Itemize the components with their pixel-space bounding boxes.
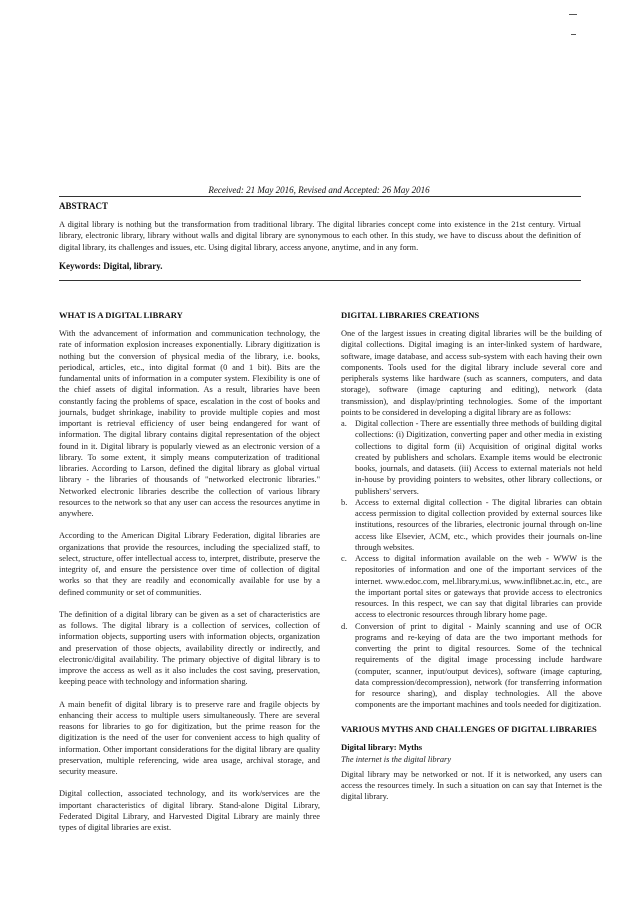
- abstract-body: A digital library is nothing but the transformation from traditional library. The digital libraries concept come into existence in the 21st century. Virtual library, electronic library, library without walls and digital library are synonymous to each other. In this study, we have to discuss about the definition of digital library, its challenges and issues, etc. Using digital library, access anyone, anytime, and in any form.: [59, 220, 581, 252]
- list-item: [341, 497, 602, 553]
- requirements-list: [341, 418, 602, 711]
- received-date: Received: 21 May 2016, Revised and Accepted: 26 May 2016: [208, 185, 430, 195]
- right-column: [341, 310, 602, 813]
- list-item-text: Access to external digital collection - The digital libraries can obtain access permission to digital collection provided by external sources like institutions, resources of the libraries, electronic journal through on-line access like Elsevier, ACM, etc., which provides their journals on-line through websites.: [355, 497, 602, 552]
- list-marker: d.: [341, 621, 348, 631]
- left-column: [59, 310, 320, 844]
- list-item: [341, 418, 602, 497]
- list-item-text: Conversion of print to digital - Mainly scanning and use of OCR programs and re-keying of data are the two important methods for converting the print to digital resources. Some of the technical requirements of the digital image processing include hardware (computer, scanner, input/output devices), software (image capturing, data compression/decompression), network (for transferring information for resource sharing), and display technologies. All the above components are the important machines and tools needed for digitization.: [355, 621, 602, 710]
- list-item: [341, 621, 602, 711]
- subsection-title: The internet is the digital library: [341, 754, 452, 764]
- list-marker: b.: [341, 497, 348, 507]
- list-item-text: Digital collection - There are essentially three methods of building digital collections: (i) Digitization, converting paper and other media in existing collections to digital form (ii) Acquisition of original digital works created by publishers and scholars. Example items would be electronic books, journals, and datasets. (iii) Access to external materials not held in-house by providing pointers to websites, other library collections, or publishers' servers.: [355, 419, 602, 496]
- list-marker: a.: [341, 419, 347, 428]
- paragraph: A main benefit of digital library is to preserve rare and fragile objects by enhancing their access to multiple users simultaneously. There are several reasons for libraries to go for digitization, but the prime reason for the digitization is the need of the user for convenient access to high quality of information. Other important considerations for the digital library are quality preservation, multiple referencing, wide area usage, archival storage, and security measure.: [59, 699, 320, 776]
- paragraph: The definition of a digital library can be given as a set of characteristics are as follows. The digital library is a collection of services, collection of information objects, supporting users with information objects, organization and preservation of those objects, availability directly or indirectly, and electronic/digital availability. The primary objective of digital library is to improve the access as well as it also includes the cost saving, preservation, keeping peace with technology and information sharing.: [59, 609, 320, 687]
- paragraph: According to the American Digital Library Federation, digital libraries are organizations that provide the resources, including the specialized staff, to select, structure, offer intellectual access to, interpret, distribute, preserve the integrity of, and ensure the persistence over time of collection of digital works so that they are readily and economically available for use by a defined community or set of communities.: [59, 531, 320, 597]
- paragraph: Digital collection, associated technology, and its work/services are the important characteristics of digital library. Stand-alone Digital Library, Federated Digital Library, and Harvested Digital Library are mainly three types of digital libraries are exist.: [59, 789, 320, 832]
- paragraph: Digital library may be networked or not. If it is networked, any users can access the resources timely. In such a situation on can say that Internet is the digital library.: [341, 769, 602, 801]
- corner-mark: [569, 14, 577, 15]
- divider: [59, 196, 581, 197]
- keywords: Keywords: Digital, library.: [59, 261, 163, 271]
- list-marker: c.: [341, 554, 347, 563]
- corner-mark: [571, 34, 576, 35]
- list-item: [341, 553, 602, 621]
- subsection-heading: Digital library: Myths: [341, 741, 423, 752]
- paragraph: With the advancement of information and communication technology, the rate of information explosion increases exponentially. Library digitization is nothing but the conversion of physical media of the library, i.e. books, periodical, articles, etc., into digital format (0 and 1 bit). Bits are the fundamental units of information in a computer system. Flexibility is one of the chief assets of digital information. As a result, libraries have been constantly facing the problems of space, escalation in the cost of books and journals, budget shrinkage, inability to provide multiple copies and most important is retrieval efficiency of user being endangered for want of information. The digital library contains digital representation of the object found in it. Digital library is popularly viewed as an electronic version of a library. To some extent, it simply means computerization of traditional libraries. According to Larson, defined the digital library as global virtual library - the libraries of thousands of "networked electronic libraries." Networked electronic libraries describe the collection of various library resources to the network so that any user can access the resources anytime in anywhere.: [59, 329, 320, 518]
- list-item-text: Access to digital information available on the web - WWW is the repositories of information and one of the important services of the internet. www.edoc.com, mel.library.mi.us, www.inflibnet.ac.in, etc., are the important portal sites or gateways that provide access to electronics resources. In this respect, we can say that digital libraries can provide access to electronic resources through library home page.: [355, 554, 602, 620]
- section-heading: DIGITAL LIBRARIES CREATIONS: [341, 310, 480, 320]
- paragraph: One of the largest issues in creating digital libraries will be the building of digital collections. Digital imaging is an inter-linked system of hardware, software, image database, and access sub-system with each having their own components. Tools used for the digital library include several core and peripherals systems like hardware (such as scanners, computers, and data storage), software (image capturing and editing), network (data transmission), and display/printing technologies. Some of the important points to be considered in developing a digital library are as follows:: [341, 329, 602, 417]
- abstract-heading: ABSTRACT: [59, 201, 109, 211]
- divider: [59, 280, 581, 281]
- section-heading: VARIOUS MYTHS AND CHALLENGES OF DIGITAL LIBRARIES: [341, 723, 597, 734]
- section-heading: WHAT IS A DIGITAL LIBRARY: [59, 310, 183, 320]
